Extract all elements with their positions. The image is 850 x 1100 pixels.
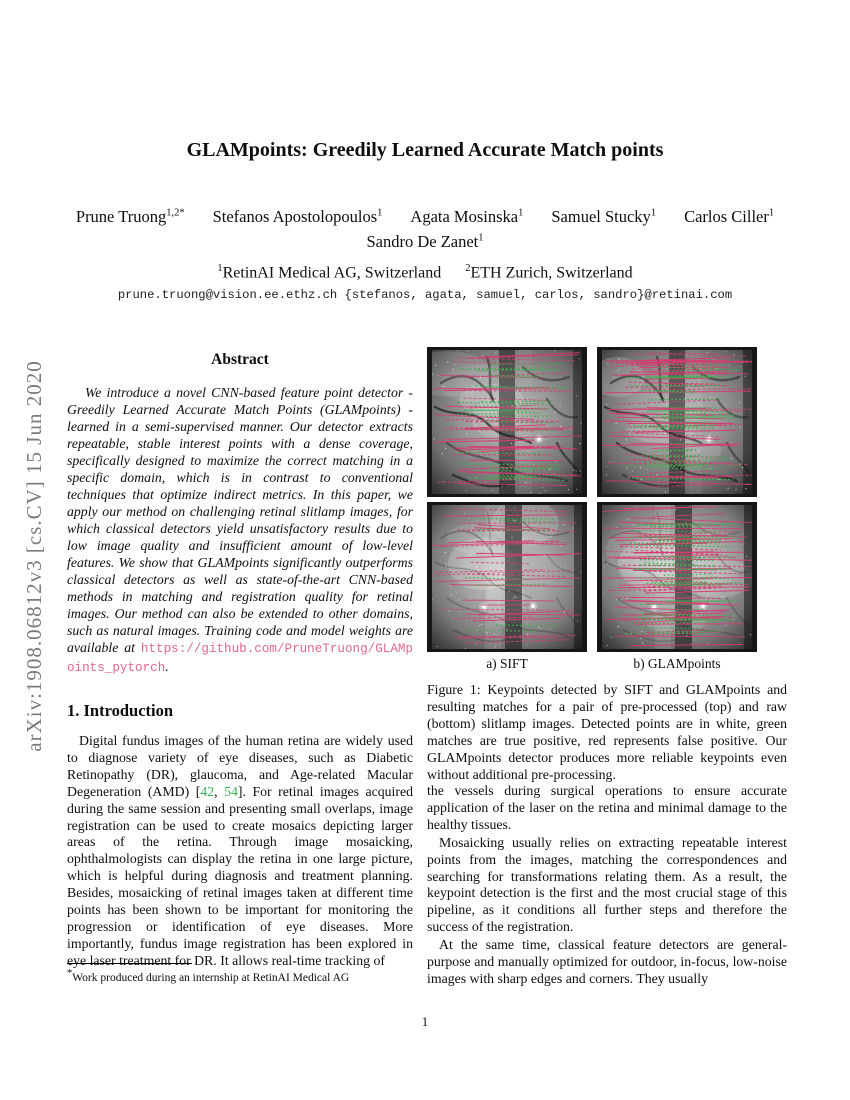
section-heading-introduction: 1. Introduction [67, 701, 174, 720]
intro-paragraph: Digital fundus images of the human retina are widely used to diagnose variety of eye diseases, such as Diabetic Retinopathy (DR), glaucoma, and Age-related Macular Degeneration (AMD) [42, 54]. For retinal images acquired during the same session and presenting small overlaps, image registration can be used to create mosaics depicting larger areas of the retina. Through image mosaicking, ophthalmologists can display the retina in one large picture, which is helpful during diagnosis and treatment planning. Besides, mosaicking of retinal images taken at different time points has been shown to be important for monitoring the progression or identification of eye diseases. More importantly, fundus image registration has been explored in eye laser treatment for DR. It allows real-time tracking of [67, 733, 413, 968]
retina-image-sift-preprocessed [427, 347, 587, 497]
retina-image-glampoints-preprocessed [597, 347, 757, 497]
footnote-block [67, 963, 413, 984]
retina-image-glampoints-raw [597, 502, 757, 652]
author-name: Stefanos Apostolopoulos$^1$ [212, 207, 383, 226]
affiliations [0, 263, 850, 282]
footnote-text: *Work produced during an internship at RetinAI Medical AG [67, 968, 350, 984]
abstract-text: We introduce a novel CNN-based feature point detector - Greedily Learned Accurate Match Points (GLAMpoints) - learned in a semi-supervised manner. Our detector extracts repeatable, stable interest points with a dense coverage, specifically designed to maximize the correct matching in a specific domain, which is in contrast to conventional techniques that optimize indirect metrics. In this paper, we apply our method on challenging retinal slitlamp images, for which classical detectors yield unsatisfactory results due to low image quality and insufficient amount of low-level features. We show that GLAMpoints significantly outperforms classical detectors as well as state-of-the-art CNN-based methods in matching and registration quality for retinal images. Our method can also be extended to other domains, such as natural images. Training code and model weights are available at https://github.com/PruneTruong/GLAMpoints_pytorch. [67, 385, 413, 675]
figure-label-glampoints: b) GLAMpoints [633, 656, 721, 671]
author-name: Carlos Ciller$^1$ [684, 207, 775, 226]
right-column [427, 345, 787, 989]
figure-1 [427, 347, 787, 783]
author-name: Agata Mosinska$^1$ [410, 207, 524, 226]
author-list-line2 [0, 232, 850, 252]
author-list-line1 [0, 207, 850, 227]
figure-1-caption: Figure 1: Keypoints detected by SIFT and GLAMpoints and resulting matches for a pair of pre-processed (top) and raw (bottom) slitlamp images. Detected points are in white, green matches are true positive, red represents false positive. Our GLAMpoints detector produces more reliable keypoints even without additional pre-processing. [427, 682, 787, 782]
citation-ref[interactable]: 42 [200, 783, 215, 799]
citation-ref[interactable]: 54 [224, 783, 238, 799]
body-paragraph-2: Mosaicking usually relies on extracting repeatable interest points from the images, matching the correspondences and searching for transformations relating them. As a result, the keypoint detection is the first and the most crucial stage of this pipeline, as it conditions all further steps and therefore the success of the registration. [427, 834, 787, 935]
author-name: Prune Truong$^{1,2*}$ [75, 207, 185, 226]
author-name: Sandro De Zanet$^1$ [366, 232, 484, 251]
left-column [67, 345, 413, 984]
affiliation: $^2$ETH Zurich, Switzerland [465, 263, 633, 282]
footnote-marker: * [67, 968, 73, 979]
footnote-rule [67, 963, 192, 964]
author-name: Samuel Stucky$^1$ [551, 207, 657, 226]
body-paragraph-1: the vessels during surgical operations to ensure accurate application of the laser on the retina and minimal damage to the healthy tissues. [427, 783, 787, 832]
paper-title: GLAMpoints: Greedily Learned Accurate Match points [186, 139, 664, 161]
abstract-heading: Abstract [211, 351, 269, 368]
body-paragraph-3: At the same time, classical feature detectors are general-purpose and manually optimized for outdoor, in-focus, low-noise images with sharp edges and corners. They usually [427, 937, 787, 986]
arxiv-watermark: arXiv:1908.06812v3 [cs.CV] 15 Jun 2020 [22, 360, 46, 752]
affiliation: $^1$RetinAI Medical AG, Switzerland [217, 263, 442, 282]
github-link[interactable]: https://github.com/PruneTruong/GLAMpoints_pytorch [67, 642, 413, 675]
figure-1-image-grid [427, 347, 757, 652]
figure-1-sublabels [427, 656, 757, 672]
figure-label-sift: a) SIFT [486, 656, 528, 671]
retina-image-sift-raw [427, 502, 587, 652]
page-number: 1 [421, 1014, 429, 1029]
author-emails: prune.truong@vision.ee.ethz.ch {stefanos, agata, samuel, carlos, sandro}@retinai.com [117, 288, 733, 302]
